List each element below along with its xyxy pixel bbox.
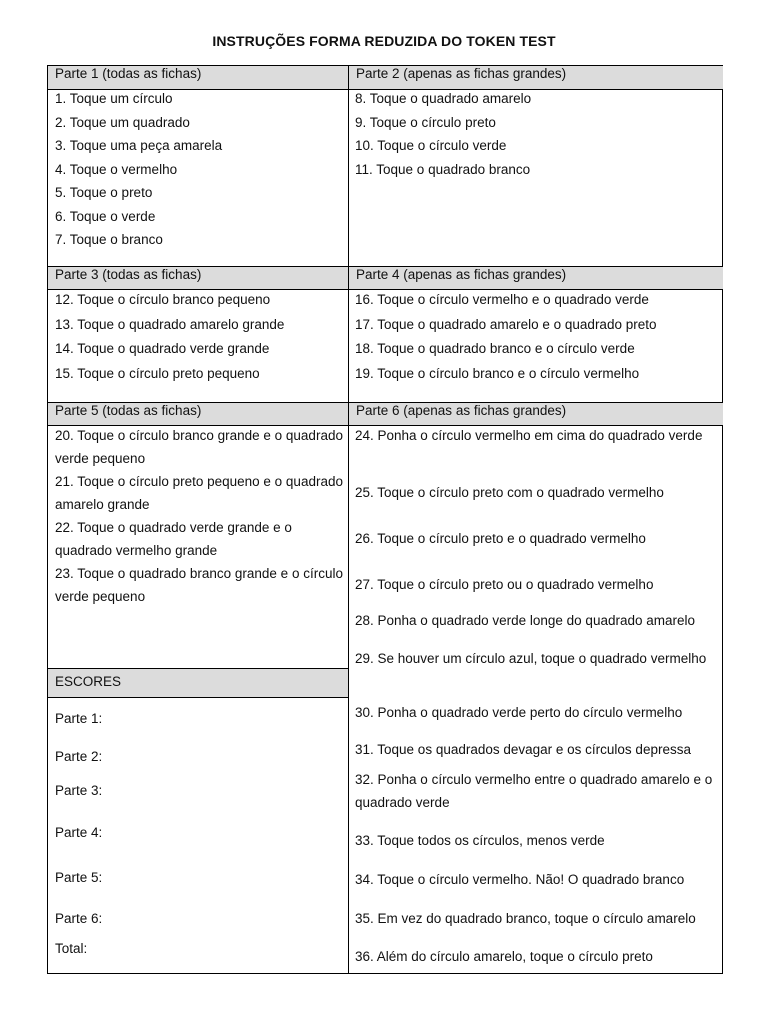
list-item: 16. Toque o círculo vermelho e o quadrado verde bbox=[355, 292, 649, 307]
list-item: 31. Toque os quadrados devagar e os círculos depressa bbox=[355, 742, 691, 757]
list-item: 36. Além do círculo amarelo, toque o círculo preto bbox=[355, 949, 653, 964]
list-item: 28. Ponha o quadrado verde longe do quadrado amarelo bbox=[355, 613, 696, 628]
list-item: 6. Toque o verde bbox=[55, 208, 156, 224]
list-item: 15. Toque o círculo preto pequeno bbox=[55, 365, 260, 381]
part-1-items bbox=[55, 87, 343, 252]
list-item: 33. Toque todos os círculos, menos verde bbox=[355, 833, 605, 848]
column-divider bbox=[348, 66, 349, 973]
instructions-table bbox=[47, 65, 723, 974]
score-label: Parte 3: bbox=[55, 783, 103, 798]
list-item: 23. Toque o quadrado branco grande e o círculo verde pequeno bbox=[55, 566, 343, 604]
score-label: Parte 2: bbox=[55, 749, 103, 764]
part-3-items bbox=[55, 288, 343, 386]
list-item: 7. Toque o branco bbox=[55, 232, 163, 247]
list-item: 3. Toque uma peça amarela bbox=[55, 138, 223, 153]
part-3-header: Parte 3 (todas as fichas) bbox=[48, 266, 348, 290]
list-item: 5. Toque o preto bbox=[55, 185, 153, 200]
score-label: Parte 6: bbox=[55, 911, 103, 926]
list-item: 18. Toque o quadrado branco e o círculo verde bbox=[355, 341, 635, 356]
list-item: 26. Toque o círculo preto e o quadrado vermelho bbox=[355, 531, 646, 546]
list-item: 13. Toque o quadrado amarelo grande bbox=[55, 316, 285, 332]
list-item: 32. Ponha o círculo vermelho entre o quadrado amarelo e o quadrado verde bbox=[355, 772, 713, 810]
list-item: 27. Toque o círculo preto ou o quadrado vermelho bbox=[355, 577, 654, 592]
list-item: 34. Toque o círculo vermelho. Não! O quadrado branco bbox=[355, 872, 685, 887]
list-item: 11. Toque o quadrado branco bbox=[355, 161, 531, 177]
list-item: 12. Toque o círculo branco pequeno bbox=[55, 292, 271, 307]
list-item: 20. Toque o círculo branco grande e o quadrado verde pequeno bbox=[55, 428, 343, 466]
list-item: 19. Toque o círculo branco e o círculo vermelho bbox=[355, 365, 640, 381]
score-label: Parte 5: bbox=[55, 870, 103, 885]
score-label: Total: bbox=[55, 941, 88, 956]
list-item: 30. Ponha o quadrado verde perto do círculo vermelho bbox=[355, 705, 683, 720]
part-2-items bbox=[355, 87, 721, 181]
part-6-header: Parte 6 (apenas as fichas grandes) bbox=[349, 402, 723, 426]
score-label: Parte 4: bbox=[55, 825, 103, 840]
list-item: 10. Toque o círculo verde bbox=[355, 138, 507, 153]
page-title: INSTRUÇÕES FORMA REDUZIDA DO TOKEN TEST bbox=[212, 33, 556, 49]
list-item: 2. Toque um quadrado bbox=[55, 114, 190, 130]
list-item: 35. Em vez do quadrado branco, toque o círculo amarelo bbox=[355, 911, 696, 926]
part-4-header: Parte 4 (apenas as fichas grandes) bbox=[349, 266, 723, 290]
part-5-items bbox=[55, 424, 343, 608]
list-item: 17. Toque o quadrado amarelo e o quadrado preto bbox=[355, 316, 657, 332]
part-1-header: Parte 1 (todas as fichas) bbox=[48, 66, 348, 90]
part-5-header: Parte 5 (todas as fichas) bbox=[48, 402, 348, 426]
part-2-header: Parte 2 (apenas as fichas grandes) bbox=[349, 66, 723, 90]
list-item: 22. Toque o quadrado verde grande e o quadrado vermelho grande bbox=[55, 520, 292, 558]
list-item: 4. Toque o vermelho bbox=[55, 161, 178, 177]
scores-header: ESCORES bbox=[48, 668, 348, 698]
score-label: Parte 1: bbox=[55, 711, 103, 726]
list-item: 9. Toque o círculo preto bbox=[355, 114, 496, 130]
list-item: 25. Toque o círculo preto com o quadrado vermelho bbox=[355, 485, 664, 500]
list-item: 8. Toque o quadrado amarelo bbox=[355, 91, 532, 106]
list-item: 29. Se houver um círculo azul, toque o quadrado vermelho bbox=[355, 651, 707, 666]
part-4-items bbox=[355, 288, 721, 386]
list-item: 14. Toque o quadrado verde grande bbox=[55, 341, 270, 356]
list-item: 21. Toque o círculo preto pequeno e o quadrado amarelo grande bbox=[55, 474, 343, 512]
list-item: 24. Ponha o círculo vermelho em cima do quadrado verde bbox=[355, 428, 703, 443]
list-item: 1. Toque um círculo bbox=[55, 91, 173, 106]
